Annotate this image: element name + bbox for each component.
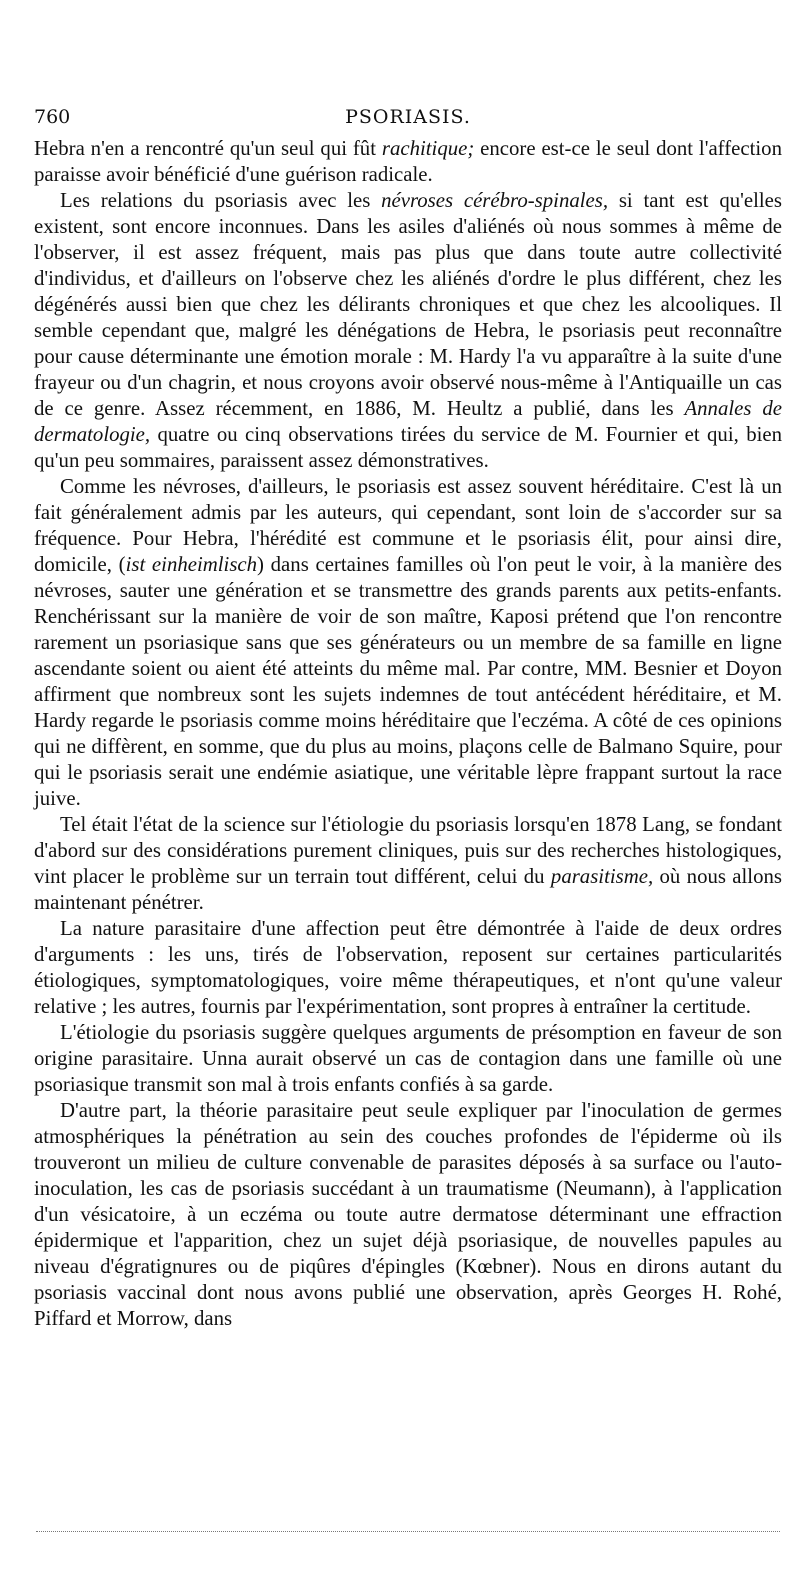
italic-text: Annales de dermatologie, bbox=[34, 397, 782, 446]
body-text bbox=[34, 136, 782, 1332]
page-number: 760 bbox=[34, 106, 71, 128]
running-title: PSORIASIS. bbox=[345, 106, 471, 128]
paragraph-3 bbox=[34, 474, 782, 812]
running-head bbox=[34, 96, 782, 136]
text-run: si tant est qu'elles existent, sont encore inconnues. Dans les asiles d'aliénés où nous sommes à même de l'observer, il est assez fréquent, mais pas plus que dans toute autre collectivité d'individus, et d'ailleurs on l'observe chez les aliénés d'ordre le plus différent, chez les dégénérés aussi bien que chez les délirants chroniques et que chez les alcooliques. Il semble cependant que, malgré les dénégations de Hebra, le psoriasis peut reconnaître pour cause déterminante une émotion morale : M. Hardy l'a vu apparaître à la suite d'une frayeur ou d'un chagrin, et nous croyons avoir observé nous-même à l'Antiquaille un cas de ce genre. Assez récemment, en 1886, M. Heultz a publié, dans les bbox=[34, 189, 782, 420]
text-run: Comme les névroses, d'ailleurs, le psoriasis est assez souvent héréditaire. C'est là un fait généralement admis par les auteurs, qui cependant, sont loin de s'accorder sur sa fréquence. Pour Hebra, l'hérédité est commune et le psoriasis élit, pour ainsi dire, domicile, ( bbox=[34, 475, 782, 576]
text-run: où nous allons maintenant pénétrer. bbox=[34, 865, 782, 914]
paragraph-2 bbox=[34, 188, 782, 474]
paragraph-4 bbox=[34, 812, 782, 916]
book-page bbox=[34, 96, 782, 1332]
dotted-rule-divider bbox=[36, 1531, 780, 1532]
italic-text: ist einheimlisch bbox=[125, 553, 258, 576]
text-run: encore est-ce le seul dont l'affection paraisse avoir bénéficié d'une guérison radicale. bbox=[34, 137, 782, 186]
text-run: D'autre part, la théorie parasitaire peut seule expliquer par l'inoculation de germes atmosphériques la pénétration au sein des couches profondes de l'épiderme où ils trouveront un milieu de culture convenable de parasites déposés à sa surface ou l'auto-inoculation, les cas de psoriasis succédant à un traumatisme (Neumann), à l'application d'un vésicatoire, à un eczéma ou toute autre dermatose déterminant une effraction épidermique et l'apparition, chez un sujet déjà psoriasique, de nouvelles papules au niveau d'égratignures ou de piqûres d'épingles (Kœbner). Nous en dirons autant du psoriasis vaccinal dont nous avons publié une observation, après Georges H. Rohé, Piffard et Morrow, dans bbox=[34, 1099, 782, 1330]
text-run: La nature parasitaire d'une affection peut être démontrée à l'aide de deux ordres d'arguments : les uns, tirés de l'observation, reposent sur certaines particularités étiologiques, symptomatologiques, voire même thérapeutiques, et n'ont qu'une valeur relative ; les autres, fournis par l'expérimentation, sont propres à entraîner la certitude. bbox=[34, 917, 782, 1018]
text-run: Tel était l'état de la science sur l'étiologie du psoriasis lorsqu'en 1878 Lang, se fondant d'abord sur des considérations purement cliniques, puis sur des recherches histologiques, vint placer le problème sur un terrain tout différent, celui du bbox=[34, 813, 782, 888]
italic-text: rachitique; bbox=[381, 137, 475, 160]
paragraph-5 bbox=[34, 916, 782, 1020]
text-run: L'étiologie du psoriasis suggère quelques arguments de présomption en faveur de son origine parasitaire. Unna aurait observé un cas de contagion dans une famille où une psoriasique transmit son mal à trois enfants confiés à sa garde. bbox=[34, 1021, 782, 1096]
paragraph-6 bbox=[34, 1020, 782, 1098]
text-run: ) dans certaines familles où l'on peut le voir, à la manière des névroses, sauter une génération et se transmettre des grands parents aux petits-enfants. Renchérissant sur la manière de voir de son maître, Kaposi prétend que l'on rencontre rarement un psoriasique sans que ses générateurs ou un membre de sa famille en ligne ascendante soient ou aient été atteints du même mal. Par contre, MM. Besnier et Doyon affirment que nombreux sont les sujets indemnes de tout antécédent héréditaire, et M. Hardy regarde le psoriasis comme moins héréditaire que l'eczéma. A côté de ces opinions qui ne diffèrent, en somme, que du plus au moins, plaçons celle de Balmano Squire, pour qui le psoriasis serait une endémie asiatique, une véritable lèpre frappant surtout la race juive. bbox=[34, 553, 782, 810]
paragraph-1 bbox=[34, 136, 782, 188]
paragraph-7 bbox=[34, 1098, 782, 1332]
text-run: quatre ou cinq observations tirées du service de M. Fournier et qui, bien qu'un peu sommaires, paraissent assez démonstratives. bbox=[34, 423, 782, 472]
text-run: Hebra n'en a rencontré qu'un seul qui fût bbox=[34, 137, 382, 160]
italic-text: névroses cérébro-spinales, bbox=[381, 189, 609, 212]
text-run: Les relations du psoriasis avec les bbox=[60, 189, 382, 212]
italic-text: parasitisme, bbox=[550, 865, 654, 888]
